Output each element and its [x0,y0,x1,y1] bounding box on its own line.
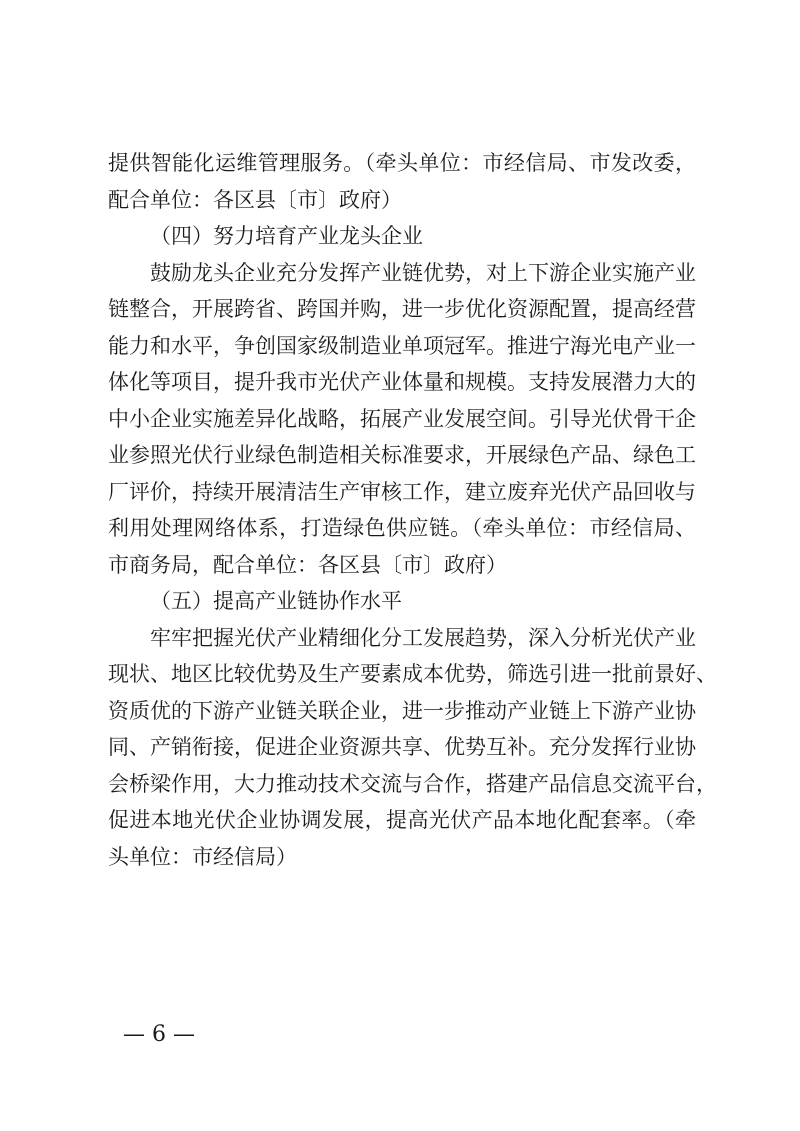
paragraph-line: 中小企业实施差异化战略，拓展产业发展空间。引导光伏骨干企 [108,406,696,431]
page-number: — 6 — [123,1022,195,1047]
paragraph-line: 利用处理网络体系，打造绿色供应链。（牵头单位：市经信局、 [108,516,696,540]
paragraph-line: 鼓励龙头企业充分发挥产业链优势，对上下游企业实施产业 [150,260,696,285]
paragraph-line: 体化等项目，提升我市光伏产业体量和规模。支持发展潜力大的 [108,370,696,394]
section-heading: （五）提高产业链协作水平 [150,589,402,613]
paragraph-line: 配合单位：各区县〔市〕政府） [108,187,402,212]
paragraph-line: 促进本地光伏企业协调发展，提高光伏产品本地化配套率。（牵 [108,808,696,832]
paragraph-line: 业参照光伏行业绿色制造相关标准要求，开展绿色产品、绿色工 [108,443,696,467]
paragraph-line: 链整合，开展跨省、跨国并购，进一步优化资源配置，提高经营 [108,297,696,321]
paragraph-line: 同、产销衔接，促进企业资源共享、优势互补。充分发挥行业协 [108,735,696,759]
paragraph-line: 会桥梁作用，大力推动技术交流与合作，搭建产品信息交流平台， [108,771,717,796]
paragraph-line: 头单位：市经信局） [108,844,297,869]
paragraph-line: 市商务局，配合单位：各区县〔市〕政府） [108,552,507,577]
paragraph-line: 资质优的下游产业链关联企业，进一步推动产业链上下游产业协 [108,698,696,723]
paragraph-line: 能力和水平，争创国家级制造业单项冠军。推进宁海光电产业一 [108,333,696,358]
paragraph-line: 提供智能化运维管理服务。（牵头单位：市经信局、市发改委， [108,151,696,175]
paragraph-line: 现状、地区比较优势及生产要素成本优势，筛选引进一批前景好、 [108,662,717,686]
document-body [108,145,717,875]
paragraph-line: 牢牢把握光伏产业精细化分工发展趋势，深入分析光伏产业 [150,625,696,650]
paragraph-line: 厂评价，持续开展清洁生产审核工作，建立废弃光伏产品回收与 [108,479,696,504]
section-heading: （四）努力培育产业龙头企业 [150,224,423,248]
